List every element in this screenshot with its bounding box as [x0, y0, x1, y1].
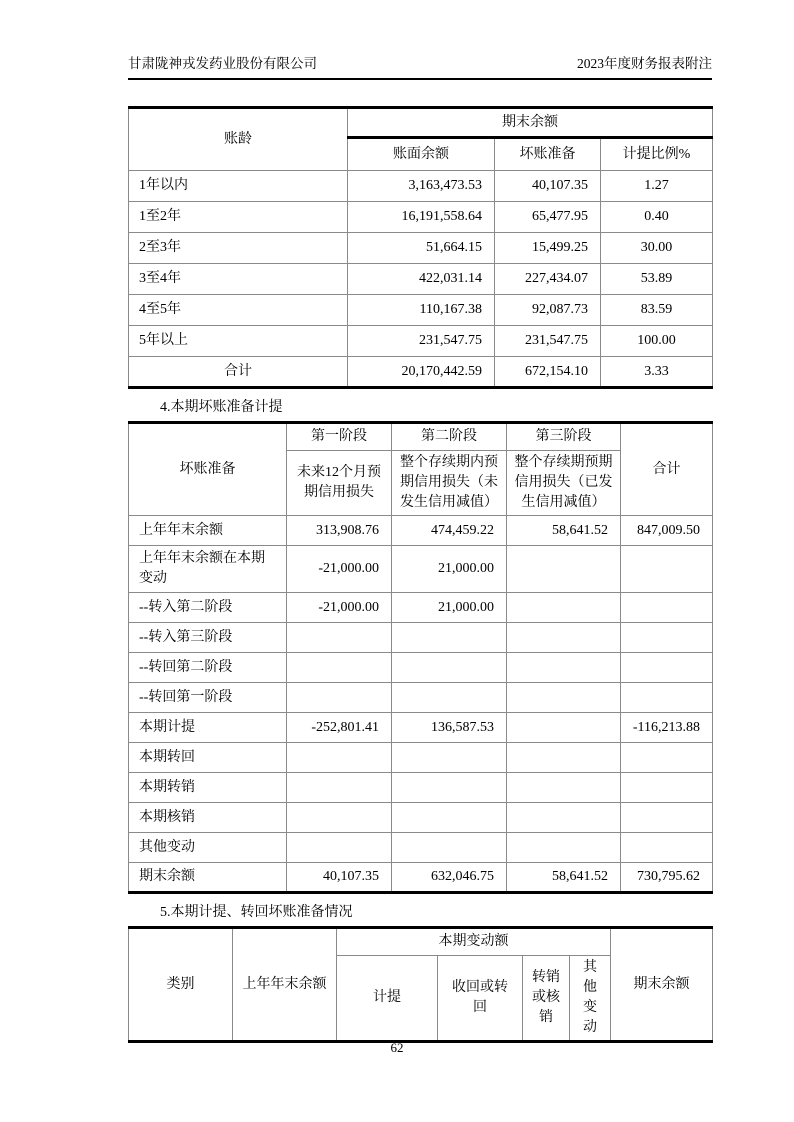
cell-value — [392, 833, 507, 863]
cell-label: 上年年末余额在本期变动 — [129, 546, 287, 593]
cell-value: 730,795.62 — [621, 863, 713, 893]
table-row — [129, 623, 713, 653]
cell-label: 本期转销 — [129, 773, 287, 803]
cell-value — [621, 833, 713, 863]
cell-value: 58,641.52 — [507, 516, 621, 546]
cell-value: 21,000.00 — [392, 546, 507, 593]
cell-value: 40,107.35 — [495, 171, 601, 202]
col-header-stage2: 第二阶段 — [392, 423, 507, 451]
company-name: 甘肃陇神戎发药业股份有限公司 — [128, 56, 317, 71]
page-number: 62 — [390, 1040, 404, 1055]
cell-value: 65,477.95 — [495, 202, 601, 233]
col-header-ending-balance: 期末余额 — [611, 928, 713, 1042]
cell-value — [507, 623, 621, 653]
cell-label: 本期核销 — [129, 803, 287, 833]
cell-label: --转回第二阶段 — [129, 653, 287, 683]
col-header-accrual: 计提 — [337, 956, 438, 1042]
cell-value — [621, 803, 713, 833]
cell-value — [287, 623, 392, 653]
cell-value: 110,167.38 — [348, 295, 495, 326]
cell-value: -252,801.41 — [287, 713, 392, 743]
cell-value — [507, 653, 621, 683]
col-subheader-stage1: 未来12个月预期信用损失 — [287, 451, 392, 516]
cell-value: -116,213.88 — [621, 713, 713, 743]
cell-value: 474,459.22 — [392, 516, 507, 546]
cell-label: 4至5年 — [129, 295, 348, 326]
table-row — [129, 516, 713, 546]
col-header-writeoff: 转销或核销 — [523, 956, 570, 1042]
col-header-item: 坏账准备 — [129, 423, 287, 516]
col-header-stage1: 第一阶段 — [287, 423, 392, 451]
cell-value: 231,547.75 — [348, 326, 495, 357]
cell-value — [392, 683, 507, 713]
cell-value: 0.40 — [601, 202, 713, 233]
cell-value — [287, 653, 392, 683]
cell-value: 313,908.76 — [287, 516, 392, 546]
table-header-row — [129, 928, 713, 956]
cell-value — [287, 773, 392, 803]
cell-value — [287, 833, 392, 863]
table-row — [129, 233, 713, 264]
cell-value: 632,046.75 — [392, 863, 507, 893]
cell-value — [392, 743, 507, 773]
table-row — [129, 264, 713, 295]
table-header-row — [129, 108, 713, 138]
cell-label: 5年以上 — [129, 326, 348, 357]
table-row — [129, 202, 713, 233]
cell-label: --转入第二阶段 — [129, 593, 287, 623]
table-row — [129, 803, 713, 833]
cell-value: 53.89 — [601, 264, 713, 295]
cell-value: 422,031.14 — [348, 264, 495, 295]
cell-value: 3,163,473.53 — [348, 171, 495, 202]
cell-value — [621, 683, 713, 713]
section-heading-5: 5.本期计提、转回坏账准备情况 — [160, 905, 353, 920]
table-row — [129, 295, 713, 326]
cell-value — [621, 743, 713, 773]
document-title: 2023年度财务报表附注 — [577, 56, 712, 71]
cell-value — [287, 683, 392, 713]
cell-value — [507, 773, 621, 803]
cell-value — [621, 623, 713, 653]
col-header-ending-balance: 期末余额 — [348, 108, 713, 138]
cell-value: 30.00 — [601, 233, 713, 264]
cell-label: 本期转回 — [129, 743, 287, 773]
cell-value — [392, 803, 507, 833]
page-header — [128, 52, 712, 80]
col-header-category: 类别 — [129, 928, 233, 1042]
cell-value: 15,499.25 — [495, 233, 601, 264]
col-subheader-stage3: 整个存续期预期信用损失（已发生信用减值） — [507, 451, 621, 516]
cell-value — [621, 773, 713, 803]
cell-value — [392, 653, 507, 683]
col-header-period-change: 本期变动额 — [337, 928, 611, 956]
cell-value — [507, 803, 621, 833]
cell-value — [287, 743, 392, 773]
cell-label: 期末余额 — [129, 863, 287, 893]
cell-value: 231,547.75 — [495, 326, 601, 357]
cell-value: 92,087.73 — [495, 295, 601, 326]
cell-value: 136,587.53 — [392, 713, 507, 743]
cell-label: --转回第一阶段 — [129, 683, 287, 713]
col-header-total: 合计 — [621, 423, 713, 516]
cell-value: 672,154.10 — [495, 357, 601, 388]
cell-value: -21,000.00 — [287, 593, 392, 623]
col-header-other: 其他变动 — [570, 956, 611, 1042]
table-row — [129, 683, 713, 713]
cell-value — [507, 593, 621, 623]
table-row — [129, 593, 713, 623]
cell-label: 上年年末余额 — [129, 516, 287, 546]
cell-label: 其他变动 — [129, 833, 287, 863]
cell-value — [507, 683, 621, 713]
cell-label: 1至2年 — [129, 202, 348, 233]
cell-value — [392, 623, 507, 653]
col-header-ratio: 计提比例% — [601, 138, 713, 171]
cell-value: 1.27 — [601, 171, 713, 202]
cell-value — [507, 833, 621, 863]
cell-value — [621, 593, 713, 623]
cell-value: 3.33 — [601, 357, 713, 388]
cell-label: 1年以内 — [129, 171, 348, 202]
cell-label: --转入第三阶段 — [129, 623, 287, 653]
table-row — [129, 863, 713, 893]
cell-value: 58,641.52 — [507, 863, 621, 893]
cell-value: 21,000.00 — [392, 593, 507, 623]
cell-value: 100.00 — [601, 326, 713, 357]
table-row — [129, 546, 713, 593]
col-header-age: 账龄 — [129, 108, 348, 171]
cell-value — [621, 653, 713, 683]
table-row — [129, 713, 713, 743]
table-row — [129, 743, 713, 773]
table-row — [129, 653, 713, 683]
cell-value — [392, 773, 507, 803]
section-heading-4: 4.本期坏账准备计提 — [160, 400, 283, 415]
cell-value — [287, 803, 392, 833]
col-header-book-balance: 账面余额 — [348, 138, 495, 171]
cell-label: 2至3年 — [129, 233, 348, 264]
col-header-recover: 收回或转回 — [438, 956, 523, 1042]
cell-value: 227,434.07 — [495, 264, 601, 295]
col-subheader-stage2: 整个存续期内预期信用损失（未发生信用减值） — [392, 451, 507, 516]
cell-value: 51,664.15 — [348, 233, 495, 264]
col-header-bad-debt: 坏账准备 — [495, 138, 601, 171]
cell-value: 40,107.35 — [287, 863, 392, 893]
table-row — [129, 833, 713, 863]
stage-table — [128, 421, 713, 894]
cell-value — [507, 713, 621, 743]
col-header-stage3: 第三阶段 — [507, 423, 621, 451]
cell-value: 20,170,442.59 — [348, 357, 495, 388]
cell-label: 合计 — [129, 357, 348, 388]
cell-label: 本期计提 — [129, 713, 287, 743]
table-header-row — [129, 423, 713, 451]
cell-value: 83.59 — [601, 295, 713, 326]
cell-label: 3至4年 — [129, 264, 348, 295]
table-total-row — [129, 357, 713, 388]
cell-value — [621, 546, 713, 593]
table-row — [129, 773, 713, 803]
cell-value — [507, 546, 621, 593]
cell-value: 847,009.50 — [621, 516, 713, 546]
cell-value: -21,000.00 — [287, 546, 392, 593]
cell-value — [507, 743, 621, 773]
table-row — [129, 171, 713, 202]
change-table — [128, 926, 713, 1043]
table-row — [129, 326, 713, 357]
cell-value: 16,191,558.64 — [348, 202, 495, 233]
col-header-prev-balance: 上年年末余额 — [233, 928, 337, 1042]
aging-table — [128, 106, 713, 389]
